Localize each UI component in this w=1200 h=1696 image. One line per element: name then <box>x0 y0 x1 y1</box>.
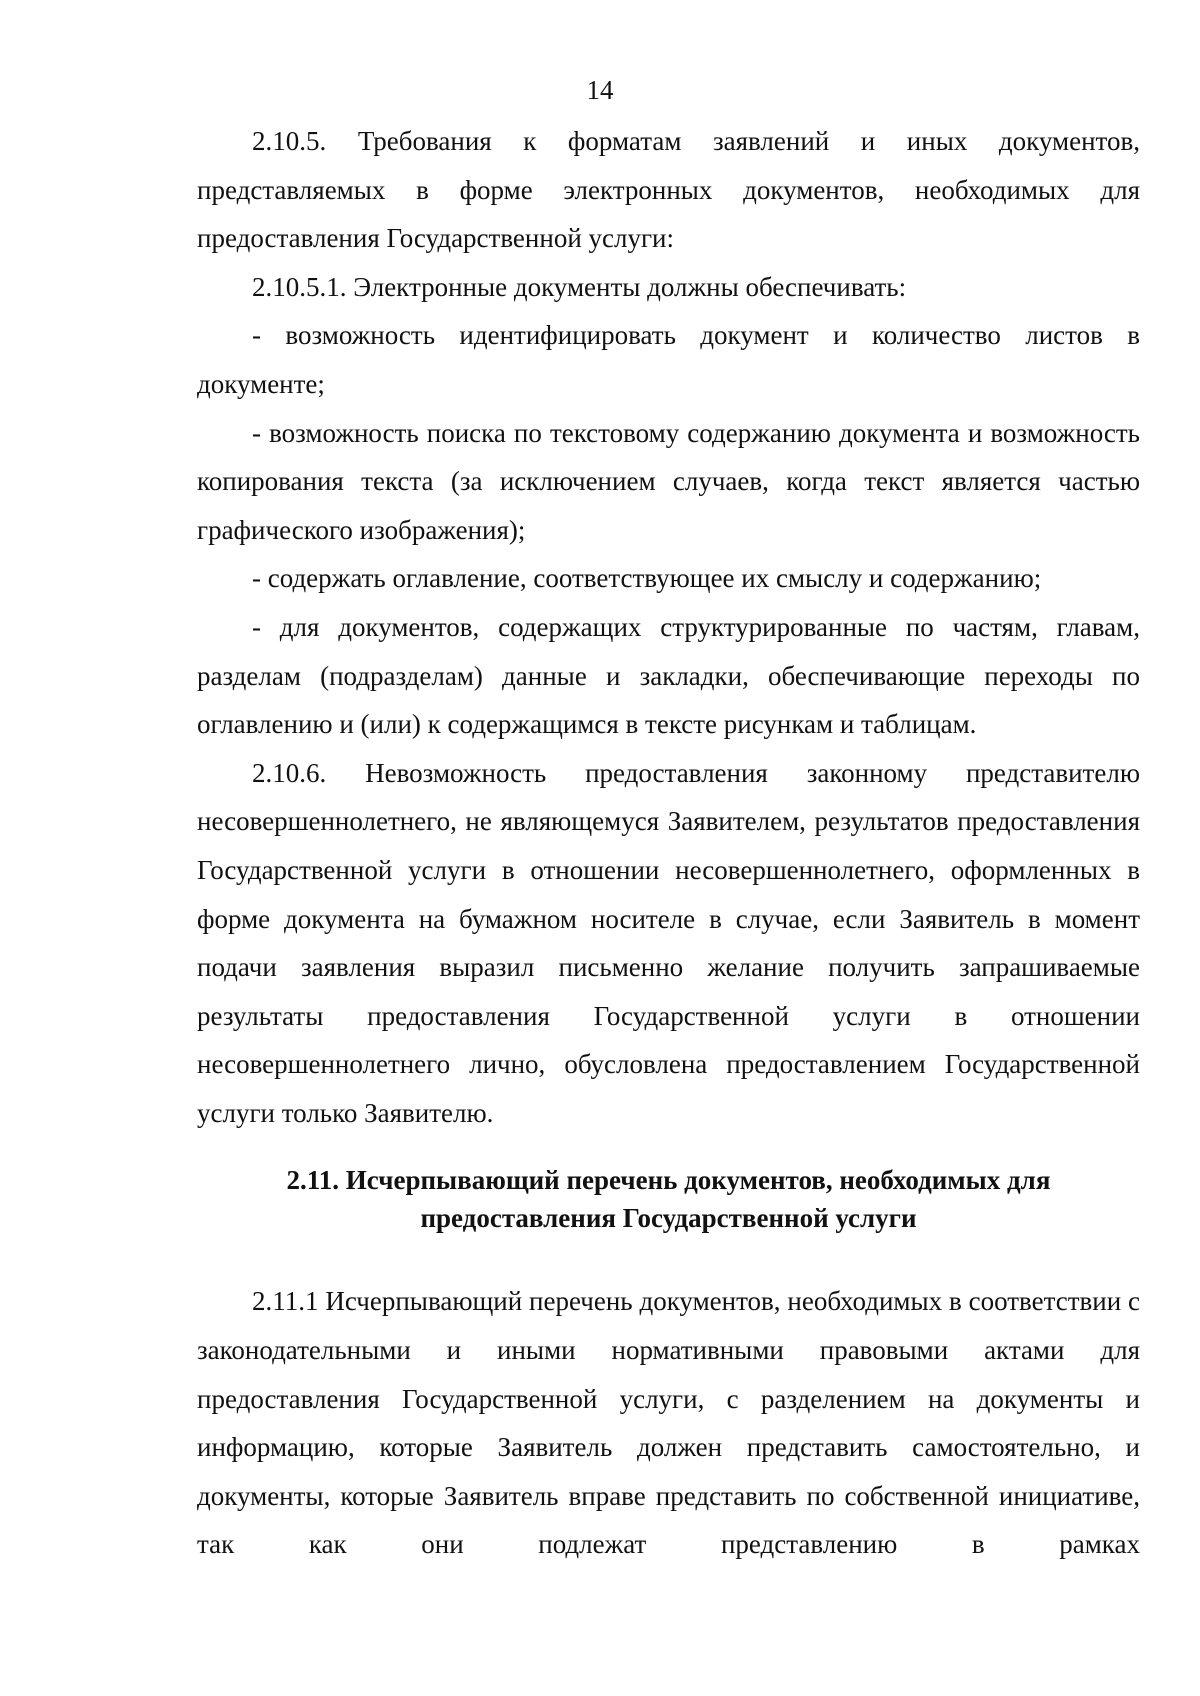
section-heading-line-1: 2.11. Исчерпывающий перечень документов, необходимых для <box>286 1165 1051 1196</box>
page-content <box>197 117 1140 1569</box>
section-heading-line-2: предоставления Государственной услуги <box>420 1203 917 1234</box>
paragraph-2-11-1: 2.11.1 Исчерпывающий перечень документов, необходимых в соответствии с законодательными и иными нормативными правовыми актами для предоставления Государственной услуги, с разделением на документы и информацию, которые Заявитель должен представить самостоятельно, и документы, которые Заявитель вправе представить по собственной инициативе, так как они подлежат представлению в рамках <box>197 1286 1140 1560</box>
list-item-text-search: - возможность поиска по текстовому содержанию документа и возможность копирования текста (за исключением случаев, когда текст является частью графического изображения); <box>197 417 1140 545</box>
page-number: 14 <box>586 75 614 105</box>
list-item-identify-document: - возможность идентифицировать документ и количество листов в документе; <box>197 320 1140 399</box>
list-item-bookmarks: - для документов, содержащих структурированные по частям, главам, разделам (подразделам) данные и закладки, обеспечивающие переходы по оглавлению и (или) к содержащимся в тексте рисункам и таблицам. <box>197 611 1140 740</box>
paragraph-2-10-5-1: 2.10.5.1. Электронные документы должны обеспечивать: <box>252 271 907 302</box>
list-item-table-of-contents: - содержать оглавление, соответствующее их смыслу и содержанию; <box>252 563 1042 594</box>
section-heading-2-11 <box>197 1161 1140 1237</box>
paragraph-2-10-6: 2.10.6. Невозможность предоставления законному представителю несовершеннолетнего, не являющемуся Заявителем, результатов предоставления Государственной услуги в отношении несовершеннолетнего, оформленных в форме документа на бумажном носителе в случае, если Заявитель в момент подачи заявления выразил письменно желание получить запрашиваемые результаты предоставления Государственной услуги в отношении несовершеннолетнего лично, обусловлена предоставлением Государственной услуги только Заявителю. <box>197 757 1140 1128</box>
paragraph-2-10-5: 2.10.5. Требования к форматам заявлений и иных документов, представляемых в форме электронных документов, необходимых для предоставления Государственной услуги: <box>197 126 1140 254</box>
